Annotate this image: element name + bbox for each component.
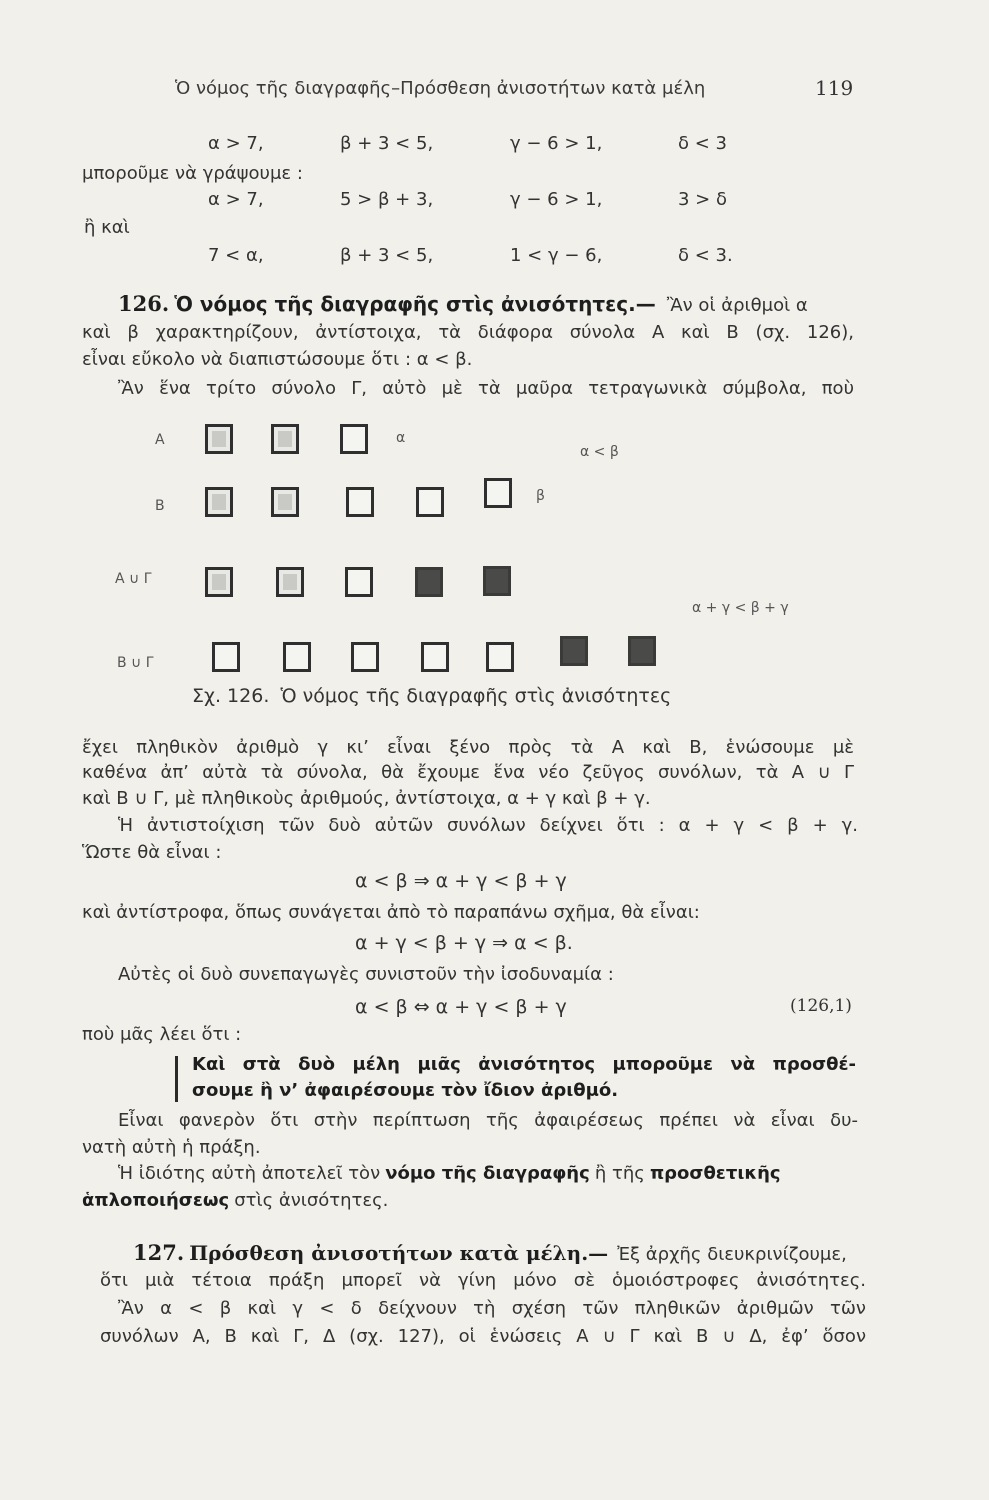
equation-number: (126,1)	[790, 996, 852, 1016]
ineq-cell: δ < 3.	[678, 245, 733, 266]
equation-3: α < β ⇔ α + γ < β + γ	[355, 996, 567, 1018]
set-label-alpha: α	[396, 430, 406, 446]
square-icon	[212, 642, 240, 672]
section-number: 127.	[133, 1240, 185, 1265]
text-line: εἶναι εὔκολο νὰ διαπιστώσουμε ὅτι : α < β.	[82, 349, 473, 370]
text-line: νατὴ αὐτὴ ἡ πράξη.	[82, 1137, 261, 1158]
text-span: Ἡ ἰδιότης αὐτὴ ἀποτελεῖ τὸν	[118, 1163, 381, 1184]
square-icon	[340, 424, 368, 454]
text-line: Ἐξ ἀρχῆς διευκρινίζουμε,	[617, 1244, 847, 1265]
text-line: καὶ Β ∪ Γ, μὲ πληθικοὺς ἀριθμούς, ἀντίστοιχα, α + γ καὶ β + γ.	[82, 788, 651, 809]
square-icon	[205, 487, 233, 517]
row-label-BuG: Β ∪ Γ	[117, 655, 154, 671]
rule-line: σουμε ἢ ν’ ἀφαιρέσουμε τὸν ἴδιον ἀριθμό.	[192, 1080, 619, 1101]
text-line: ποὺ μᾶς λέει ὅτι :	[82, 1024, 242, 1045]
bold-term: προσθετικῆς	[649, 1163, 781, 1184]
row-label: ἢ καὶ	[84, 217, 130, 238]
square-icon	[416, 487, 444, 517]
ineq-cell: β + 3 < 5,	[340, 133, 434, 154]
text-line: Ἂν οἱ ἀριθμοὶ α	[666, 295, 808, 316]
equation-2: α + γ < β + γ ⇒ α < β.	[355, 932, 573, 954]
text-line: Ἂν ἕνα τρίτο σύνολο Γ, αὐτὸ μὲ τὰ μαῦρα τετραγωνικὰ σύμβολα, ποὺ	[118, 378, 854, 399]
row-label-B: Β	[155, 498, 165, 514]
ineq-cell: γ − 6 > 1,	[510, 189, 603, 210]
page-number: 119	[815, 76, 854, 100]
text-line: ὅτι μιὰ τέτοια πράξη μπορεῖ νὰ γίνη μόνο σὲ ὁμοιόστροφες ἀνισότητες.	[100, 1270, 866, 1291]
text-span: στὶς ἀνισότητες.	[234, 1190, 389, 1211]
equation-1: α < β ⇒ α + γ < β + γ	[355, 870, 567, 892]
section-126-first-line	[118, 291, 858, 316]
black-square-icon	[415, 567, 443, 597]
ineq-cell: 7 < α,	[208, 245, 264, 266]
rule-bar	[175, 1056, 178, 1102]
row-label-AuG: Α ∪ Γ	[115, 571, 152, 587]
text-line: καὶ ἀντίστροφα, ὅπως συνάγεται ἀπὸ τὸ παραπάνω σχῆμα, θὰ εἶναι:	[82, 902, 700, 923]
ineq-cell: β + 3 < 5,	[340, 245, 434, 266]
text-line: συνόλων Α, Β καὶ Γ, Δ (σχ. 127), οἱ ἑνώσεις Α ∪ Γ καὶ Β ∪ Δ, ἐφ’ ὅσον	[100, 1326, 866, 1347]
square-icon	[345, 567, 373, 597]
square-icon	[276, 567, 304, 597]
relation-alpha-lt-beta: α < β	[580, 444, 619, 460]
text-line: Εἶναι φανερὸν ὅτι στὴν περίπτωση τῆς ἀφαιρέσεως πρέπει νὰ εἶναι δυ-	[118, 1110, 858, 1131]
square-icon	[271, 487, 299, 517]
square-icon	[205, 567, 233, 597]
text-line: Αὐτὲς οἱ δυὸ συνεπαγωγὲς συνιστοῦν τὴν ἰσοδυναμία :	[118, 964, 614, 985]
text-span: ἢ τῆς	[594, 1163, 645, 1184]
section-number: 126.	[118, 291, 170, 316]
text-line: καθένα ἀπ’ αὐτὰ τὰ σύνολα, θὰ ἔχουμε ἕνα νέο ζεῦγος συνόλων, τὰ Α ∪ Γ	[82, 762, 854, 783]
square-icon	[351, 642, 379, 672]
black-square-icon	[628, 636, 656, 666]
square-icon	[421, 642, 449, 672]
square-icon	[484, 478, 512, 508]
text-line: ἔχει πληθικὸν ἀριθμὸ γ κι’ εἶναι ξένο πρὸς τὰ Α καὶ Β, ἑνώσουμε μὲ	[82, 737, 854, 758]
square-icon	[346, 487, 374, 517]
ineq-cell: α > 7,	[208, 189, 264, 210]
set-label-beta: β	[536, 488, 545, 504]
section-heading: Ὁ νόμος τῆς διαγραφῆς στὶς ἀνισότητες.—	[174, 292, 656, 316]
bold-term: νόμο τῆς διαγραφῆς	[385, 1163, 590, 1184]
section-heading: Πρόσθεση ἀνισοτήτων κατὰ μέλη.—	[189, 1241, 609, 1265]
bold-term: ἁπλοποιήσεως	[82, 1190, 230, 1211]
section-127-first-line	[133, 1240, 863, 1265]
caption-number: Σχ. 126.	[192, 685, 270, 707]
rule-line: Καὶ στὰ δυὸ μέλη μιᾶς ἀνισότητος μποροῦμε νὰ προσθέ-	[192, 1054, 856, 1075]
text-line-mixed	[118, 1163, 866, 1184]
text-line: Ἡ ἀντιστοίχιση τῶν δυὸ αὐτῶν συνόλων δείχνει ὅτι : α + γ < β + γ.	[118, 815, 858, 836]
square-icon	[205, 424, 233, 454]
text-line: Ἂν α < β καὶ γ < δ δείχνουν τὴ σχέση τῶν πληθικῶν ἀριθμῶν τῶν	[118, 1298, 866, 1319]
square-icon	[486, 642, 514, 672]
black-square-icon	[560, 636, 588, 666]
square-icon	[271, 424, 299, 454]
ineq-cell: 5 > β + 3,	[340, 189, 434, 210]
black-square-icon	[483, 566, 511, 596]
row-label: μποροῦμε νὰ γράψουμε :	[82, 163, 303, 184]
row-label-A: Α	[155, 432, 165, 448]
text-line: Ὥστε θὰ εἶναι :	[82, 842, 222, 863]
relation-sum: α + γ < β + γ	[692, 600, 789, 616]
ineq-cell: 1 < γ − 6,	[510, 245, 603, 266]
ineq-cell: α > 7,	[208, 133, 264, 154]
text-line: καὶ β χαρακτηρίζουν, ἀντίστοιχα, τὰ διάφορα σύνολα Α καὶ Β (σχ. 126),	[82, 322, 854, 343]
ineq-cell: 3 > δ	[678, 189, 727, 210]
text-line-mixed	[82, 1190, 388, 1211]
figure-caption	[192, 685, 671, 707]
caption-text: Ὁ νόμος τῆς διαγραφῆς στὶς ἀνισότητες	[280, 685, 672, 707]
square-icon	[283, 642, 311, 672]
ineq-cell: δ < 3	[678, 133, 727, 154]
ineq-cell: γ − 6 > 1,	[510, 133, 603, 154]
running-header: Ὁ νόμος τῆς διαγραφῆς–Πρόσθεση ἀνισοτήτων κατὰ μέλη	[175, 78, 706, 99]
